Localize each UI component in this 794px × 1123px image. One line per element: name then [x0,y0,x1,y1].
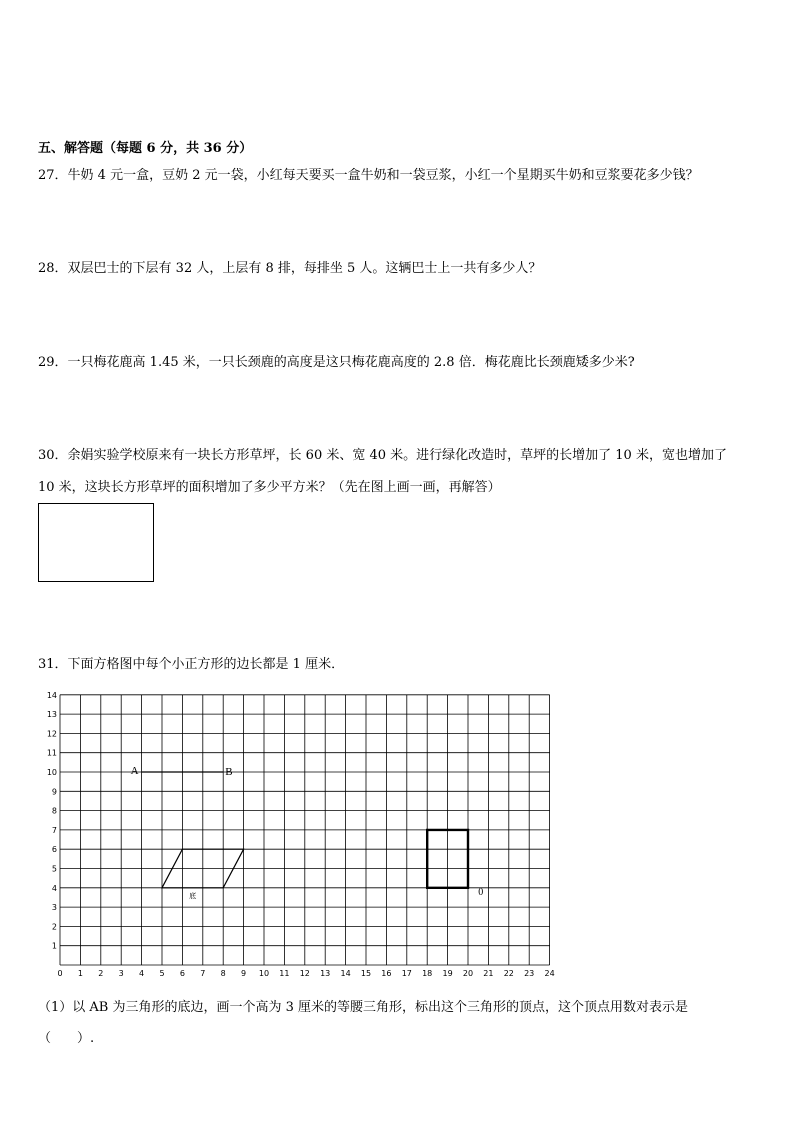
rectangle-corner-label: 0 [478,886,484,898]
x-tick-label: 4 [139,969,145,978]
x-tick-label: 12 [299,969,310,978]
section-title: 五、解答题（每题 6 分，共 36 分） [38,141,253,156]
x-tick-label: 5 [159,969,165,978]
x-tick-label: 17 [401,969,412,978]
question-30-line2: 10 米，这块长方形草坪的面积增加了多少平方米？（先在图上画一画，再解答） [38,480,501,495]
y-tick-label: 13 [46,710,57,720]
x-tick-label: 11 [279,969,290,978]
y-tick-label: 12 [46,729,57,739]
x-tick-label: 20 [462,969,474,978]
x-tick-label: 23 [524,969,535,978]
y-tick-label: 4 [51,883,57,893]
x-tick-label: 13 [320,969,331,978]
y-tick-label: 1 [51,941,57,951]
question-31: 31．下面方格图中每个小正方形的边长都是 1 厘米． [38,657,345,672]
x-tick-label: 24 [544,969,555,978]
y-tick-label: 8 [51,806,57,816]
x-tick-label: 16 [381,969,392,978]
question-30-line1: 30．余娟实验学校原来有一块长方形草坪，长 60 米、宽 40 米。进行绿化改造时，草坪的长增加了 10 米，宽也增加了 [38,448,727,463]
parallelogram-base-label: 底 [189,891,197,900]
x-tick-label: 10 [258,969,270,978]
x-tick-label: 8 [220,969,226,978]
y-tick-label: 2 [51,922,57,932]
x-tick-label: 18 [422,969,433,978]
x-tick-label: 1 [77,969,83,978]
question-27: 27．牛奶 4 元一盒，豆奶 2 元一袋，小红每天要买一盒牛奶和一袋豆浆，小红一个星期买牛奶和豆浆要花多少钱？ [38,168,699,183]
x-tick-label: 22 [503,969,514,978]
x-tick-label: 21 [483,969,494,978]
question-29: 29．一只梅花鹿高 1.45 米，一只长颈鹿的高度是这只梅花鹿高度的 2.8 倍．梅花鹿比长颈鹿矮多少米? [38,355,635,370]
x-tick-label: 7 [200,969,206,978]
x-tick-label: 0 [57,969,63,978]
x-tick-label: 14 [340,969,351,978]
y-tick-label: 11 [46,748,57,758]
y-tick-label: 9 [51,787,57,797]
y-tick-label: 6 [51,845,57,855]
y-tick-label: 3 [51,903,57,913]
x-tick-label: 2 [98,969,104,978]
question-31-sub1-line1: （1）以 AB 为三角形的底边，画一个高为 3 厘米的等腰三角形，标出这个三角形的顶点，这个顶点用数对表示是 [38,1000,689,1015]
question-31-sub1-line2: （ ）. [38,1031,95,1046]
x-tick-label: 15 [360,969,372,978]
y-tick-label: 7 [51,825,57,835]
x-tick-label: 6 [179,969,185,978]
question-28: 28．双层巴士的下层有 32 人，上层有 8 排，每排坐 5 人。这辆巴士上一共有多少人？ [38,261,542,276]
point-label-b: B [225,766,233,778]
y-tick-label: 14 [46,690,57,700]
y-tick-label: 5 [51,864,57,874]
point-label-a: A [130,765,139,777]
x-tick-label: 9 [241,969,247,978]
x-tick-label: 3 [118,969,124,978]
x-tick-label: 19 [442,969,453,978]
y-tick-label: 10 [46,768,57,777]
